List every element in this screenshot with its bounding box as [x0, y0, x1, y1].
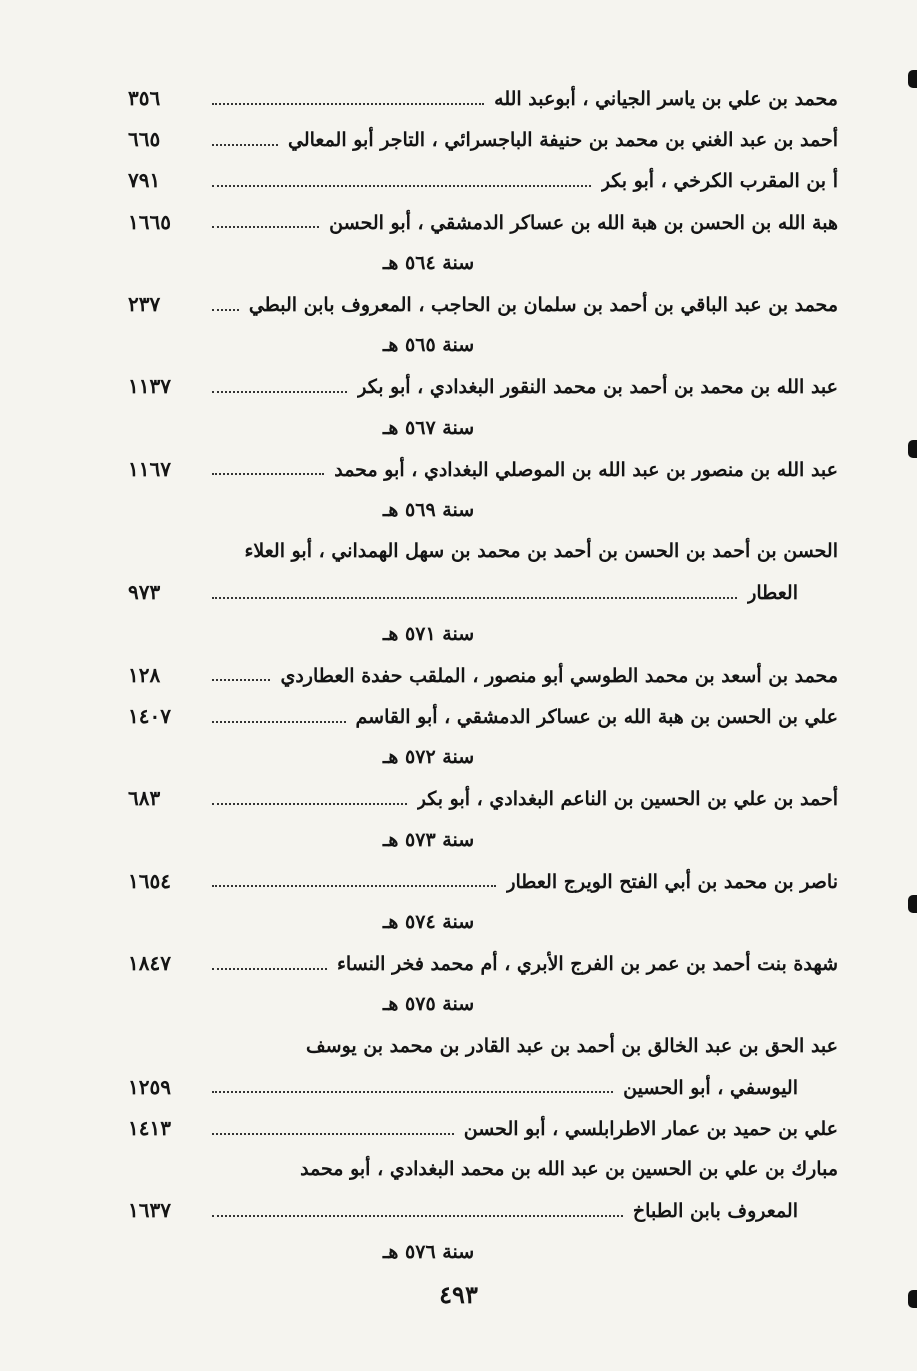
dot-leader [212, 1215, 623, 1217]
year-heading [0, 325, 917, 366]
year-heading [0, 1232, 917, 1273]
index-entry [128, 366, 838, 407]
dot-leader [212, 309, 239, 311]
entry-name: شهدة بنت أحمد بن عمر بن الفرج الأبري ، أم محمد فخر النساء [336, 953, 838, 976]
year-heading-text: سنة ٥٦٥ هـ [382, 334, 475, 357]
entry-number: ١٤١٣ [128, 1116, 171, 1140]
entry-line [128, 572, 838, 613]
index-entry [128, 1108, 838, 1149]
entry-number: ١١٦٧ [128, 456, 171, 481]
index-entry [128, 78, 838, 119]
entry-number: ١٦٣٧ [128, 1198, 171, 1223]
entry-number: ١٨٤٧ [128, 951, 171, 976]
entry-line [128, 366, 838, 407]
entry-name: مبارك بن علي بن الحسين بن عبد الله بن محمد البغدادي ، أبو محمد [300, 1158, 838, 1181]
dot-leader [212, 597, 737, 599]
page-number: ٤٩٣ [439, 1280, 478, 1309]
year-heading [0, 408, 917, 449]
year-heading-text: سنة ٥٧٤ هـ [382, 911, 475, 933]
entry-number: ٢٣٧ [128, 292, 161, 316]
entry-line [128, 696, 838, 737]
entry-name: علي بن حميد بن عمار الاطرابلسي ، أبو الحسن [463, 1118, 838, 1140]
entry-name: محمد بن أسعد بن محمد الطوسي أبو منصور ، الملقب حفدة العطاردي [280, 664, 838, 687]
dot-leader [212, 185, 591, 187]
entry-line [128, 778, 838, 819]
dot-leader [212, 103, 484, 105]
entry-line [128, 1149, 838, 1190]
index-entry [128, 119, 838, 160]
entry-name: عبد الحق بن عبد الخالق بن أحمد بن عبد القادر بن محمد بن يوسف [306, 1034, 838, 1057]
edge-mark [908, 440, 917, 458]
index-entry [128, 449, 838, 490]
edge-mark [908, 895, 917, 913]
entry-name: هبة الله بن الحسن بن هبة الله بن عساكر الدمشقي ، أبو الحسن [329, 211, 838, 234]
index-entry [128, 531, 838, 613]
entry-name: عبد الله بن منصور بن عبد الله بن الموصلي البغدادي ، أبو محمد [334, 458, 838, 481]
index-entry [128, 202, 838, 243]
dot-leader [212, 721, 346, 723]
entry-name: أحمد بن علي بن الحسين بن الناعم البغدادي ، أبو بكر [416, 788, 838, 811]
year-heading [0, 984, 917, 1025]
entry-line [128, 284, 838, 325]
entry-name: أ بن المقرب الكرخي ، أبو بكر [600, 170, 838, 193]
dot-leader [212, 1133, 454, 1135]
entry-line [128, 119, 838, 160]
entry-number: ٣٥٦ [128, 86, 161, 110]
entry-name: علي بن الحسن بن هبة الله بن عساكر الدمشقي ، أبو القاسم [355, 706, 838, 728]
entry-line [128, 655, 838, 696]
index-entry [128, 1026, 838, 1108]
dot-leader [212, 1091, 613, 1093]
entry-name: العطار [747, 582, 798, 605]
index-entry [128, 778, 838, 819]
entry-line [128, 160, 838, 201]
entry-number: ١٦٦٥ [128, 209, 171, 234]
entry-name: المعروف بابن الطباخ [632, 1200, 798, 1223]
entry-number: ٧٩١ [128, 168, 161, 193]
entry-number: ١٦٥٤ [128, 868, 171, 893]
entry-name: محمد بن عبد الباقي بن أحمد بن سلمان بن الحاجب ، المعروف بابن البطي [248, 294, 838, 316]
index-entry [128, 1149, 838, 1231]
entry-number: ١١٣٧ [128, 374, 171, 399]
year-heading [0, 490, 917, 531]
edge-mark [908, 1290, 917, 1308]
entry-name: اليوسفي ، أبو الحسين [623, 1076, 798, 1099]
entry-line [128, 1108, 838, 1149]
entry-name: محمد بن علي بن ياسر الجياني ، أبوعبد الله [494, 88, 838, 110]
year-heading [0, 737, 917, 778]
entry-number: ١٤٠٧ [128, 704, 171, 728]
dot-leader [212, 803, 407, 805]
entry-line [128, 943, 838, 984]
index-entry [128, 696, 838, 737]
year-heading [0, 243, 917, 284]
index-entry [128, 284, 838, 325]
entry-line [128, 1026, 838, 1067]
year-heading-text: سنة ٥٧٣ هـ [382, 828, 475, 851]
entry-line [128, 1190, 838, 1231]
dot-leader [212, 144, 278, 146]
entry-name: الحسن بن أحمد بن الحسن بن أحمد بن محمد بن سهل الهمداني ، أبو العلاء [244, 540, 838, 563]
index-entry [128, 655, 838, 696]
dot-leader [212, 473, 324, 475]
dot-leader [212, 968, 327, 970]
entry-line [128, 861, 838, 902]
year-heading [0, 902, 917, 943]
dot-leader [212, 226, 319, 228]
entry-number: ٦٨٣ [128, 786, 161, 811]
entry-line [128, 78, 838, 119]
year-heading [0, 820, 917, 861]
year-heading-text: سنة ٥٧٦ هـ [382, 1240, 475, 1263]
year-heading-text: سنة ٥٧١ هـ [382, 622, 475, 645]
year-heading-text: سنة ٥٦٤ هـ [382, 251, 475, 274]
entry-line [128, 449, 838, 490]
edge-mark [908, 70, 917, 88]
year-heading-text: سنة ٥٦٧ هـ [382, 416, 475, 439]
dot-leader [212, 885, 496, 887]
entry-line [128, 202, 838, 243]
entry-name: عبد الله بن محمد بن أحمد بن محمد النقور البغدادي ، أبو بكر [357, 376, 838, 399]
year-heading [0, 614, 917, 655]
index-entry [128, 943, 838, 984]
year-heading-text: سنة ٥٧٢ هـ [382, 746, 475, 769]
entry-number: ٩٧٣ [128, 580, 161, 605]
entry-name: أحمد بن عبد الغني بن محمد بن حنيفة الباجسرائي ، التاجر أبو المعالي [287, 129, 838, 152]
entry-name: ناصر بن محمد بن أبي الفتح الويرج العطار [506, 870, 838, 893]
entry-line [128, 531, 838, 572]
index-entry [128, 160, 838, 201]
index-entry [128, 861, 838, 902]
dot-leader [212, 391, 347, 393]
entry-number: ٦٦٥ [128, 127, 161, 152]
year-heading-text: سنة ٥٦٩ هـ [382, 499, 475, 521]
dot-leader [212, 679, 270, 681]
entry-number: ١٢٥٩ [128, 1074, 171, 1099]
entry-line [128, 1067, 838, 1108]
entry-number: ١٢٨ [128, 662, 161, 687]
year-heading-text: سنة ٥٧٥ هـ [382, 993, 475, 1016]
